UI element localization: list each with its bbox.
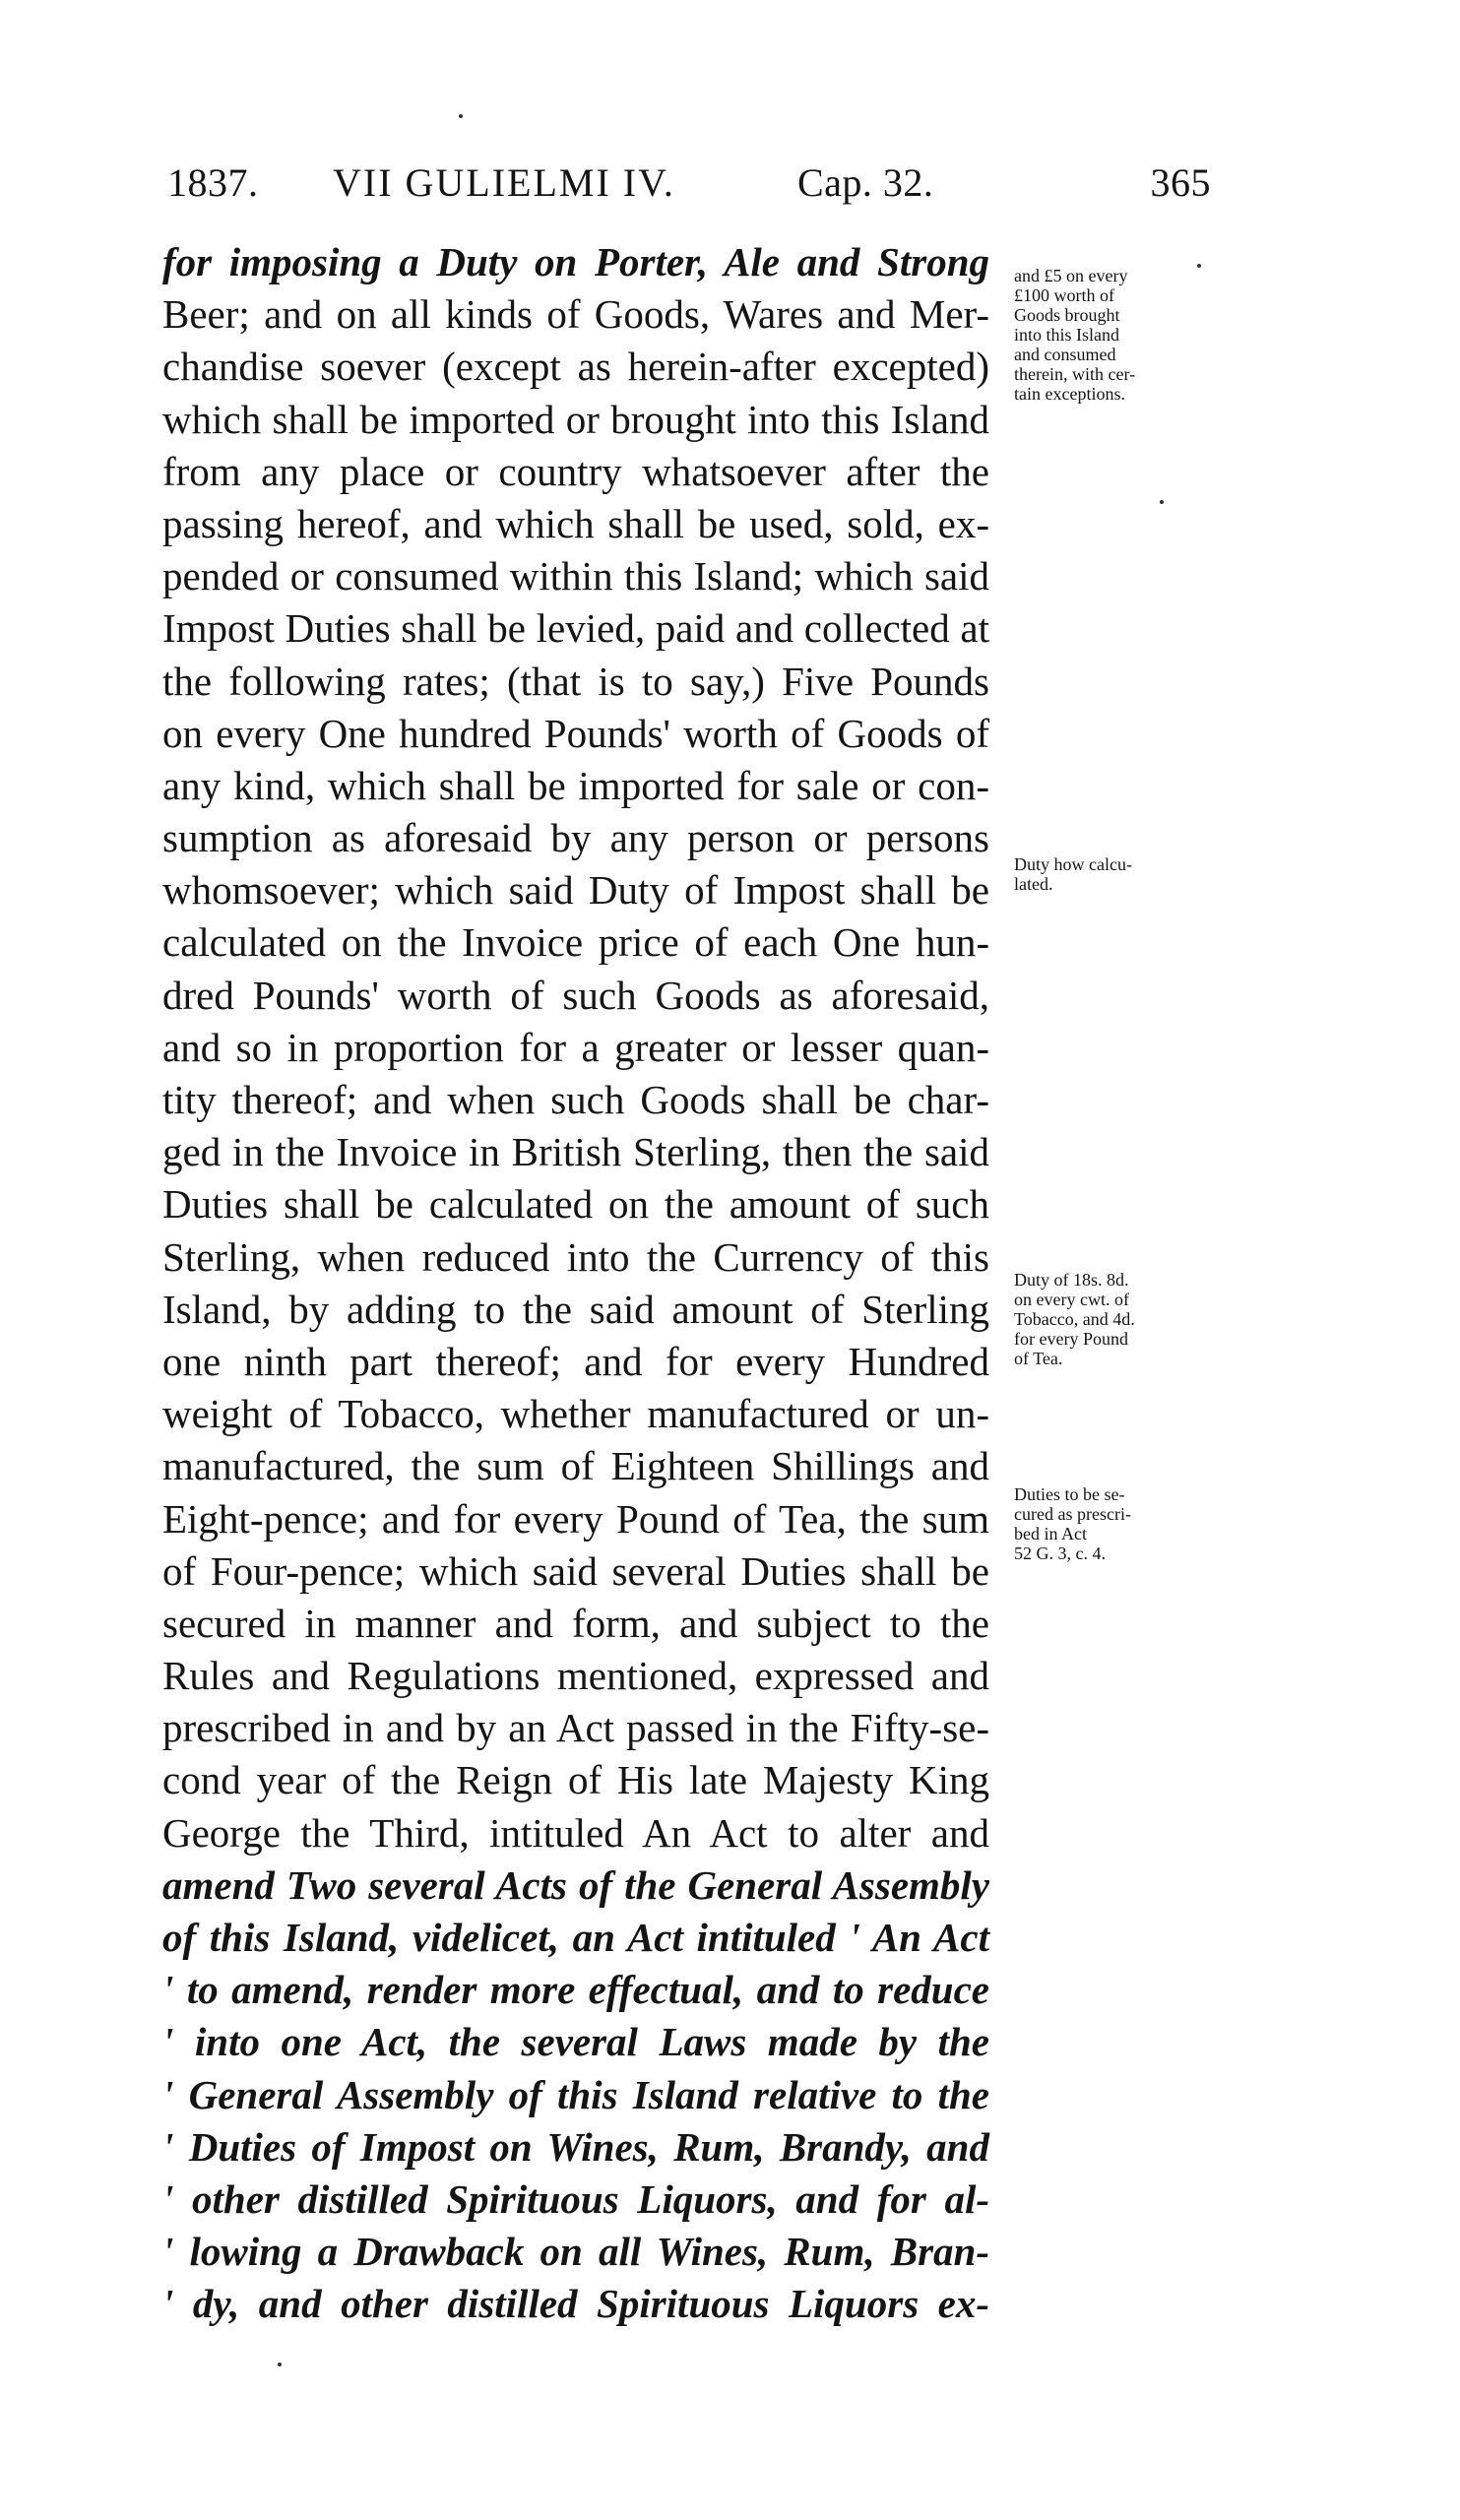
margin-note-line: bed in Act bbox=[1014, 1524, 1087, 1544]
text-line: Sterling, when reduced into the Currency of this bbox=[162, 1233, 989, 1280]
text-line: any kind, which shall be imported for sale or con- bbox=[162, 762, 989, 808]
text-line: one ninth part thereof; and for every Hundred bbox=[162, 1338, 989, 1384]
scan-speck bbox=[1197, 264, 1201, 268]
text-line: Island, by adding to the said amount of Sterling bbox=[162, 1286, 989, 1332]
margin-note-duties-secured bbox=[1014, 1484, 1216, 1563]
statute-body-text bbox=[162, 236, 989, 2331]
margin-note-line: £100 worth of bbox=[1014, 285, 1114, 305]
text-line: ' dy, and other distilled Spirituous Liquors ex- bbox=[162, 2281, 989, 2327]
text-line: secured in manner and form, and subject to the bbox=[162, 1600, 989, 1646]
text-line: calculated on the Invoice price of each One hun- bbox=[162, 919, 989, 966]
text-line: for imposing a Duty on Porter, Ale and Strong bbox=[162, 239, 989, 284]
text-line: ' to amend, render more effectual, and to reduce bbox=[162, 1967, 989, 2013]
margin-note-line: therein, with cer- bbox=[1014, 364, 1136, 384]
text-line: Eight-pence; and for every Pound of Tea, the sum bbox=[162, 1495, 989, 1542]
text-line: and so in proportion for a greater or lesser quan- bbox=[162, 1024, 989, 1070]
text-line: prescribed in and by an Act passed in the Fifty-se- bbox=[162, 1705, 989, 1751]
scan-speck bbox=[278, 2362, 282, 2366]
text-line: Beer; and on all kinds of Goods, Wares and Mer- bbox=[162, 291, 989, 338]
text-line: on every One hundred Pounds' worth of Goods of bbox=[162, 710, 989, 756]
header-title: VII GULIELMI IV. bbox=[333, 160, 675, 205]
text-line: whomsoever; which said Duty of Impost shall be bbox=[162, 867, 989, 914]
text-line: weight of Tobacco, whether manufactured or un- bbox=[162, 1391, 989, 1437]
margin-note-line: on every cwt. of bbox=[1014, 1290, 1129, 1309]
text-line: ' other distilled Spirituous Liquors, and for al- bbox=[162, 2175, 989, 2222]
text-line: Impost Duties shall be levied, paid and collected at bbox=[162, 605, 989, 652]
margin-note-line: Goods brought bbox=[1014, 305, 1120, 325]
text-line: passing hereof, and which shall be used, sold, ex- bbox=[162, 500, 989, 546]
text-line: tity thereof; and when such Goods shall be char- bbox=[162, 1077, 989, 1122]
margin-note-line: for every Pound bbox=[1014, 1329, 1128, 1349]
text-line: sumption as aforesaid by any person or persons bbox=[162, 815, 989, 861]
header-year: 1837. bbox=[167, 160, 259, 205]
text-line: ' into one Act, the several Laws made by the bbox=[162, 2019, 989, 2065]
margin-note-line: Duty how calcu- bbox=[1014, 854, 1132, 874]
text-line: ged in the Invoice in British Sterling, then the said bbox=[162, 1129, 989, 1175]
scan-speck bbox=[1160, 500, 1164, 504]
text-line: of Four-pence; which said several Duties shall be bbox=[162, 1547, 989, 1594]
running-header bbox=[167, 159, 1211, 219]
margin-note-line: of Tea. bbox=[1014, 1349, 1063, 1368]
margin-note-duty-calculation bbox=[1014, 854, 1216, 894]
margin-note-line: 52 G. 3, c. 4. bbox=[1014, 1544, 1106, 1563]
text-line: of this Island, videlicet, an Act intituled ' An Act bbox=[162, 1915, 989, 1960]
text-line: George the Third, intituled An Act to alter and bbox=[162, 1809, 989, 1856]
text-line: pended or consumed within this Island; which said bbox=[162, 553, 989, 599]
text-line: ' General Assembly of this Island relative to the bbox=[162, 2071, 989, 2117]
margin-note-impost-rate bbox=[1014, 266, 1216, 404]
scan-speck bbox=[459, 114, 463, 118]
margin-note-line: tain exceptions. bbox=[1014, 384, 1125, 404]
text-line: which shall be imported or brought into this Island bbox=[162, 396, 989, 442]
text-line: dred Pounds' worth of such Goods as aforesaid, bbox=[162, 972, 989, 1018]
margin-note-line: Duty of 18s. 8d. bbox=[1014, 1270, 1129, 1290]
margin-note-tobacco-tea bbox=[1014, 1270, 1216, 1368]
margin-note-line: and consumed bbox=[1014, 345, 1116, 364]
margin-note-line: Tobacco, and 4d. bbox=[1014, 1309, 1135, 1329]
text-line: Rules and Regulations mentioned, expressed and bbox=[162, 1653, 989, 1699]
margin-note-line: cured as prescri- bbox=[1014, 1504, 1131, 1524]
text-line: ' lowing a Drawback on all Wines, Rum, Bran- bbox=[162, 2229, 989, 2275]
text-line: manufactured, the sum of Eighteen Shillings and bbox=[162, 1443, 989, 1489]
text-line: the following rates; (that is to say,) Five Pounds bbox=[162, 658, 989, 704]
text-line: Duties shall be calculated on the amount of such bbox=[162, 1181, 989, 1228]
text-line: from any place or country whatsoever after the bbox=[162, 448, 989, 494]
text-line: chandise soever (except as herein-after excepted) bbox=[162, 344, 989, 390]
margin-note-line: lated. bbox=[1014, 874, 1053, 894]
margin-note-line: Duties to be se- bbox=[1014, 1484, 1125, 1504]
text-line: ' Duties of Impost on Wines, Rum, Brandy, and bbox=[162, 2123, 989, 2170]
header-chapter: Cap. 32. bbox=[797, 160, 934, 205]
text-line: cond year of the Reign of His late Majesty King bbox=[162, 1757, 989, 1803]
margin-note-line: into this Island bbox=[1014, 325, 1119, 345]
page-number: 365 bbox=[1150, 160, 1211, 205]
margin-note-line: and £5 on every bbox=[1014, 266, 1128, 285]
text-line: amend Two several Acts of the General Assembly bbox=[162, 1861, 989, 1908]
